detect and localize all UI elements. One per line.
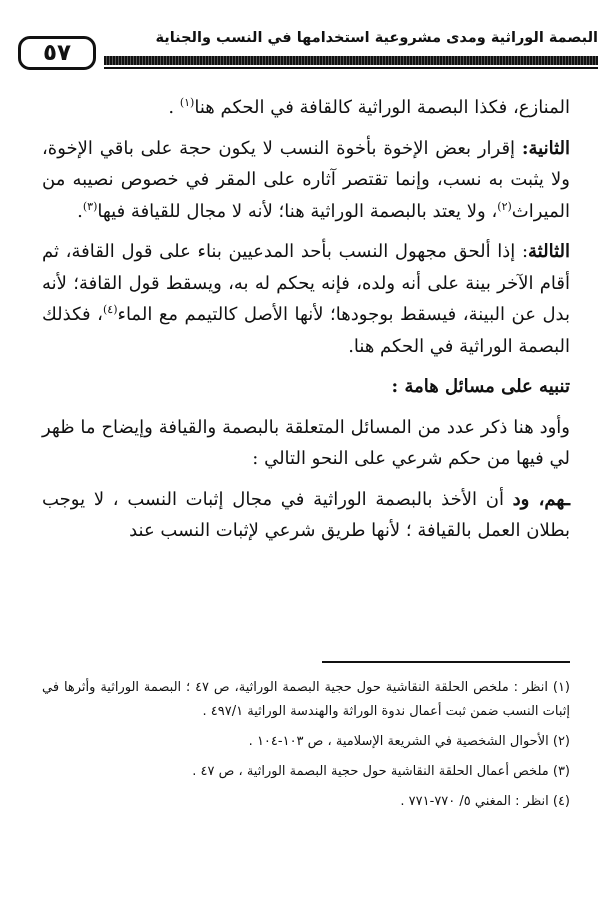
footnote-2: (٢) الأحوال الشخصية في الشريعة الإسلامية ، ص ١٠٣-١٠٤ . [248,734,570,749]
paragraph-third [42,236,570,362]
footnote-1: (١) انظر : ملخص الحلقة النقاشية حول حجية البصمة الوراثية، ص ٤٧ ؛ البصمة الوراثية وأثرها في إثبات النسب ضمن ثبت أعمال ندوة الوراثة والهندسة الوراثية ٤٩٧/١ . [42,680,570,719]
footnote-3: (٣) ملخص أعمال الحلقة النقاشية حول حجية البصمة الوراثية ، ص ٤٧ . [192,764,570,779]
p2-end: . [77,200,83,222]
footnote-separator [322,661,570,663]
p3-text: : إذا ألحق مجهول النسب بأحد المدعيين بناء على قول القافة، ثم أقام الآخر بينة على أنه ولده، فإنه يحكم له به، ويسقط قول القافة؛ لأنه بدل عن البينة، فيسقط بوجودها؛ لأنها الأصل كالتيمم مع الماء [42,241,570,325]
p1-text: المنازع، فكذا البصمة الوراثية كالقافة في الحكم هنا [194,97,570,118]
footnote-ref-4: (٤) [102,303,118,316]
p5-text: أن الأخذ بالبصمة الوراثية في مجال إثبات النسب ، لا يوجب بطلان العمل بالقيافة ؛ لأنها طريق شرعي لإثبات النسب عند [42,488,570,541]
footnotes [42,676,570,820]
footnote-4: (٤) انظر : المغني ٥/ ٧٧٠-٧٧١ . [400,794,570,809]
header-rule-thick [104,56,598,65]
p1-end: . [168,97,180,118]
notice-heading: تنبيه على مسائل هامة : [391,376,570,397]
third-label: الثالثة [528,241,570,262]
p2-mid: ، ولا يعتد بالبصمة الوراثية هنا؛ لأنه لا مجال للقيافة فيها [97,200,498,222]
paragraph-1 [42,92,570,124]
header-rule-thin [104,67,598,69]
paragraph-4: وأود هنا ذكر عدد من المسائل المتعلقة بالبصمة والقيافة وإيضاح ما ظهر لي فيها من حكم شرعي على النحو التالي : [42,416,570,469]
running-title: البصمة الوراثية ومدى مشروعية استخدامها في النسب والجناية [155,30,598,46]
p5-label: ـهم، ود [512,488,570,510]
body-text [42,92,570,547]
footnote-ref-2: (٢) [497,199,512,213]
p2-text: إقرار بعض الإخوة بأخوة النسب لا يكون حجة على باقي الإخوة، ولا يثبت به نسب، وإنما تقتصر آثاره على المقر في خصوص نصيبه من الميراث [42,137,570,222]
page-number: ٥٧ [18,36,96,70]
page-header [18,28,598,74]
second-label: الثانية: [521,137,570,159]
footnote-ref-1: (١) [179,96,195,109]
paragraph-second [42,133,570,228]
p3-end: ، فكذلك البصمة الوراثية في الحكم هنا. [42,304,570,357]
paragraph-5 [42,484,570,547]
footnote-ref-3: (٣) [82,199,98,213]
